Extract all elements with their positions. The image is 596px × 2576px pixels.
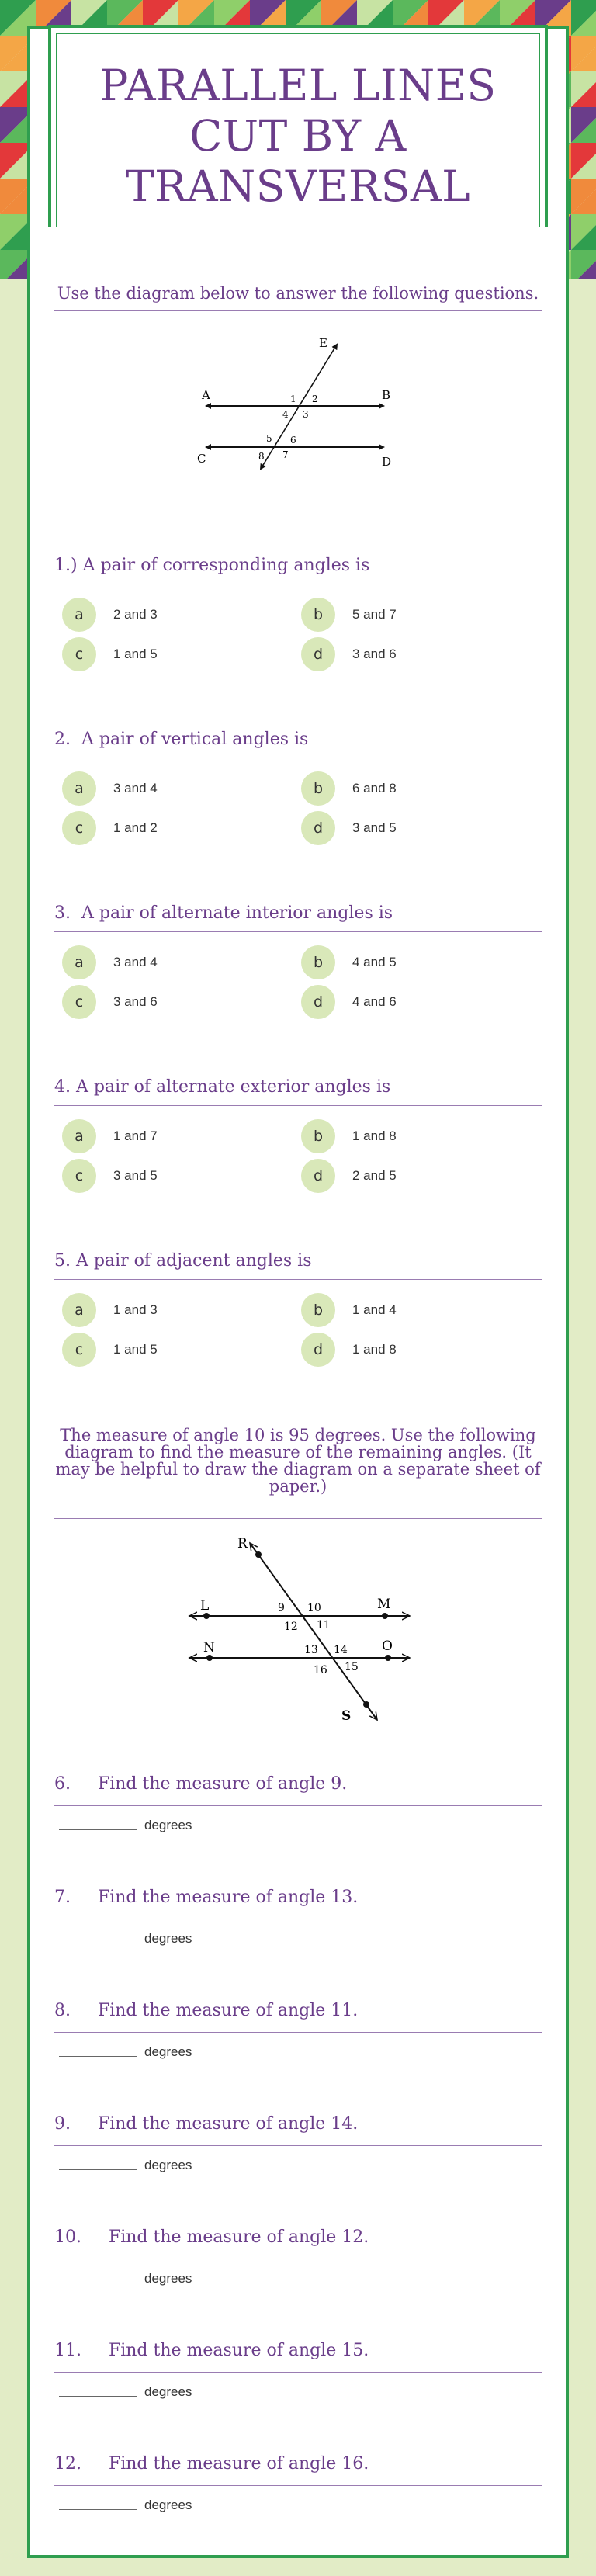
option-letter-badge: a <box>62 598 96 632</box>
question-4-option-c[interactable] <box>62 1159 158 1193</box>
option-letter-badge: c <box>62 1159 96 1193</box>
question-3-text: 3. A pair of alternate interior angles is <box>54 903 393 923</box>
question-4-option-d[interactable] <box>301 1159 397 1193</box>
unit-label: degrees <box>144 2271 192 2286</box>
point-m <box>382 1613 388 1619</box>
option-letter-badge: a <box>62 1119 96 1153</box>
option-text: 1 and 7 <box>113 1129 158 1143</box>
question-5-option-d[interactable] <box>301 1333 397 1367</box>
question-5-text: 5. A pair of adjacent angles is <box>54 1251 312 1271</box>
unit-label: degrees <box>144 2044 192 2059</box>
label-o: O <box>382 1638 393 1654</box>
answer-line[interactable] <box>59 1829 137 1830</box>
point-r <box>255 1551 262 1558</box>
question-1-option-d[interactable] <box>301 637 397 671</box>
label-c: C <box>197 452 206 466</box>
angle-6: 6 <box>290 435 296 446</box>
angle-10: 10 <box>307 1602 321 1614</box>
question-5-option-c[interactable] <box>62 1333 158 1367</box>
option-text: 1 and 5 <box>113 647 158 661</box>
option-text: 5 and 7 <box>352 607 397 622</box>
question-10-text: 10. Find the measure of angle 12. <box>54 2228 369 2247</box>
angle-2: 2 <box>312 394 318 404</box>
answer-blank[interactable] <box>59 1818 192 1833</box>
question-1-option-a[interactable] <box>62 598 158 632</box>
option-letter-badge: a <box>62 771 96 806</box>
angle-1: 1 <box>290 394 296 404</box>
label-l: L <box>200 1598 210 1614</box>
divider <box>54 1518 542 1519</box>
question-4-text: 4. A pair of alternate exterior angles is <box>54 1077 391 1097</box>
option-text: 2 and 5 <box>352 1168 397 1183</box>
divider <box>54 2372 542 2373</box>
option-text: 3 and 4 <box>113 955 158 969</box>
option-letter-badge: d <box>301 637 335 671</box>
unit-label: degrees <box>144 1818 192 1832</box>
label-r: R <box>237 1536 248 1551</box>
answer-blank[interactable] <box>59 2044 192 2060</box>
angle-7: 7 <box>282 449 289 460</box>
option-text: 3 and 6 <box>352 647 397 661</box>
option-text: 4 and 6 <box>352 994 397 1009</box>
option-text: 3 and 4 <box>113 781 158 796</box>
instruction-text: Use the diagram below to answer the following questions. <box>57 284 539 303</box>
answer-blank[interactable] <box>59 2498 192 2513</box>
answer-line[interactable] <box>59 2169 137 2170</box>
question-2-option-c[interactable] <box>62 811 158 845</box>
question-6-text: 6. Find the measure of angle 9. <box>54 1774 348 1794</box>
option-letter-badge: d <box>301 811 335 845</box>
question-2-option-b[interactable] <box>301 771 397 806</box>
option-letter-badge: c <box>62 637 96 671</box>
divider <box>54 1805 542 1806</box>
answer-blank[interactable] <box>59 2158 192 2173</box>
angle-3: 3 <box>303 409 309 420</box>
answer-line[interactable] <box>59 2056 137 2057</box>
divider <box>54 2032 542 2033</box>
option-letter-badge: c <box>62 985 96 1019</box>
point-s <box>363 1701 369 1708</box>
point-n <box>206 1655 213 1661</box>
label-d: D <box>382 455 392 469</box>
instruction-text-2: The measure of angle 10 is 95 degrees. Use the following diagram to find the measure of the remaining angles. (It may be helpful to draw the diagram on a separate sheet of paper.) <box>55 1426 541 1496</box>
option-letter-badge: b <box>301 598 335 632</box>
option-text: 3 and 6 <box>113 994 158 1009</box>
option-letter-badge: b <box>301 1293 335 1327</box>
option-letter-badge: a <box>62 945 96 979</box>
option-letter-badge: b <box>301 771 335 806</box>
question-8-text: 8. Find the measure of angle 11. <box>54 2001 359 2020</box>
label-s: S <box>341 1708 352 1724</box>
divider <box>54 931 542 932</box>
option-letter-badge: c <box>62 811 96 845</box>
option-text: 1 and 8 <box>352 1342 397 1357</box>
option-letter-badge: b <box>301 1119 335 1153</box>
question-4-option-a[interactable] <box>62 1119 158 1153</box>
question-1-text: 1.) A pair of corresponding angles is <box>54 556 370 575</box>
option-letter-badge: c <box>62 1333 96 1367</box>
divider <box>54 2145 542 2146</box>
question-3-option-d[interactable] <box>301 985 397 1019</box>
question-7-text: 7. Find the measure of angle 13. <box>54 1888 359 1907</box>
question-9-text: 9. Find the measure of angle 14. <box>54 2114 359 2134</box>
option-text: 1 and 5 <box>113 1342 158 1357</box>
angle-12: 12 <box>284 1621 298 1633</box>
question-3-option-b[interactable] <box>301 945 397 979</box>
label-a: A <box>202 388 210 402</box>
option-text: 6 and 8 <box>352 781 397 796</box>
question-1-option-b[interactable] <box>301 598 397 632</box>
question-4-option-b[interactable] <box>301 1119 397 1153</box>
option-letter-badge: b <box>301 945 335 979</box>
question-11-text: 11. Find the measure of angle 15. <box>54 2341 369 2360</box>
label-n: N <box>203 1640 215 1656</box>
diagram-parallel-lines-2 <box>182 1526 422 1728</box>
angle-4: 4 <box>282 409 289 420</box>
question-2-text: 2. A pair of vertical angles is <box>54 730 309 749</box>
divider <box>54 1279 542 1280</box>
label-m: M <box>377 1597 391 1612</box>
unit-label: degrees <box>144 2498 192 2512</box>
option-text: 1 and 2 <box>113 820 158 835</box>
angle-16: 16 <box>314 1664 327 1676</box>
divider <box>54 1105 542 1106</box>
question-1-option-c[interactable] <box>62 637 158 671</box>
title-box <box>48 25 548 227</box>
point-o <box>385 1655 391 1661</box>
transversal-rs <box>250 1543 377 1720</box>
option-text: 4 and 5 <box>352 955 397 969</box>
option-letter-badge: d <box>301 1333 335 1367</box>
label-e: E <box>319 336 327 350</box>
answer-line[interactable] <box>59 2396 137 2397</box>
answer-blank[interactable] <box>59 2384 192 2400</box>
question-2-option-a[interactable] <box>62 771 158 806</box>
answer-blank[interactable] <box>59 1931 192 1947</box>
point-l <box>203 1613 210 1619</box>
unit-label: degrees <box>144 1931 192 1946</box>
question-2-option-d[interactable] <box>301 811 397 845</box>
option-letter-badge: a <box>62 1293 96 1327</box>
answer-line[interactable] <box>59 2509 137 2510</box>
question-12-text: 12. Find the measure of angle 16. <box>54 2454 369 2474</box>
answer-blank[interactable] <box>59 2271 192 2287</box>
divider <box>54 310 542 311</box>
option-text: 1 and 4 <box>352 1302 397 1317</box>
angle-5: 5 <box>266 433 272 444</box>
option-text: 1 and 3 <box>113 1302 158 1317</box>
option-text: 1 and 8 <box>352 1129 397 1143</box>
label-b: B <box>382 388 391 402</box>
angle-14: 14 <box>334 1644 348 1656</box>
diagram-parallel-lines-1 <box>189 334 407 473</box>
angle-11: 11 <box>317 1619 331 1631</box>
question-3-option-c[interactable] <box>62 985 158 1019</box>
angle-15: 15 <box>345 1661 359 1673</box>
option-text: 3 and 5 <box>113 1168 158 1183</box>
option-text: 2 and 3 <box>113 607 158 622</box>
unit-label: degrees <box>144 2158 192 2172</box>
option-text: 3 and 5 <box>352 820 397 835</box>
question-5-option-a[interactable] <box>62 1293 158 1327</box>
angle-9: 9 <box>278 1602 285 1614</box>
angle-8: 8 <box>258 451 265 462</box>
question-5-option-b[interactable] <box>301 1293 397 1327</box>
divider <box>54 2485 542 2486</box>
question-3-option-a[interactable] <box>62 945 158 979</box>
page-title: PARALLEL LINES CUT BY A TRANSVERSAL <box>99 61 497 211</box>
option-letter-badge: d <box>301 985 335 1019</box>
option-letter-badge: d <box>301 1159 335 1193</box>
angle-13: 13 <box>304 1644 318 1656</box>
unit-label: degrees <box>144 2384 192 2399</box>
